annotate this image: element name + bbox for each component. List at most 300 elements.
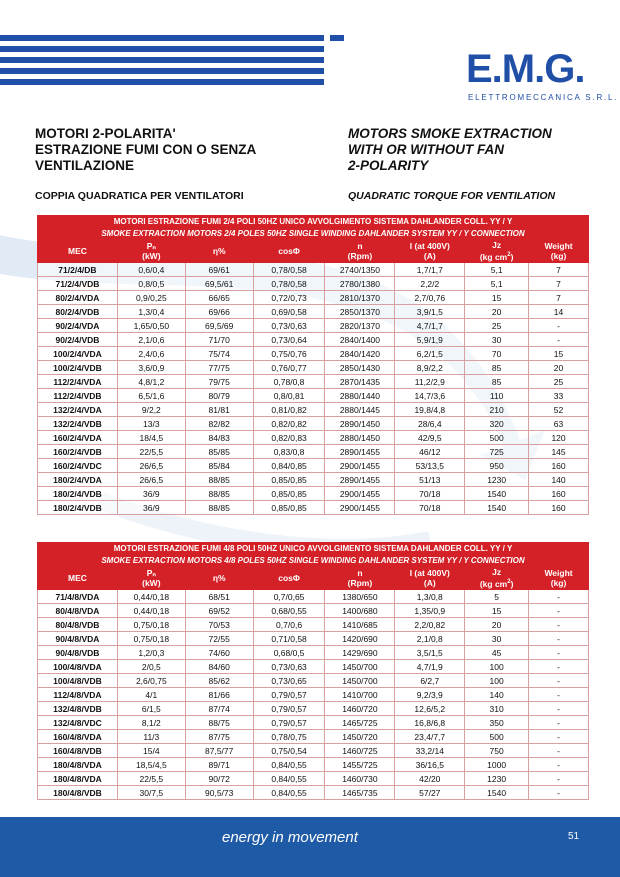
data-cell: 90,5/73 (185, 786, 253, 800)
data-cell: 4,7/1,7 (395, 319, 465, 333)
data-cell: 69/61 (185, 263, 253, 277)
mec-cell: 180/4/8/VDA (38, 772, 118, 786)
col-inertia-label: Jz (492, 567, 502, 578)
title-english (348, 126, 598, 174)
data-cell: 2820/1370 (325, 319, 395, 333)
col-power-unit: (kW) (142, 251, 161, 261)
data-cell: 2740/1350 (325, 263, 395, 277)
mec-cell: 80/2/4/VDB (38, 305, 118, 319)
table-row (38, 487, 589, 501)
data-cell: 0,82/0,82 (253, 417, 325, 431)
table-row (38, 473, 589, 487)
col-efficiency-label: η% (212, 573, 226, 583)
data-cell: 1410/700 (325, 688, 395, 702)
mec-cell: 100/2/4/VDB (38, 361, 118, 375)
col-power-header (117, 567, 185, 590)
data-cell: 0,78/0,58 (253, 263, 325, 277)
unit-superscript: 2 (507, 579, 511, 586)
data-cell: 9/2,2 (117, 403, 185, 417)
data-cell: 1455/725 (325, 758, 395, 772)
data-cell: 84/83 (185, 431, 253, 445)
data-cell: 0,85/0,85 (253, 501, 325, 515)
data-cell: 25 (529, 375, 589, 389)
data-cell: 12,6/5,2 (395, 702, 465, 716)
data-cell: 88/85 (185, 473, 253, 487)
data-cell: 22/5,5 (117, 445, 185, 459)
mec-cell: 90/2/4/VDB (38, 333, 118, 347)
data-cell: 84/60 (185, 660, 253, 674)
mec-cell: 90/4/8/VDA (38, 632, 118, 646)
table-row (38, 618, 589, 632)
col-speed-header (325, 567, 395, 590)
data-cell: 53/13,5 (395, 459, 465, 473)
data-cell: 45 (465, 646, 529, 660)
data-cell: 20 (529, 361, 589, 375)
data-cell: 2850/1370 (325, 305, 395, 319)
data-cell: 0,75/0,76 (253, 347, 325, 361)
data-cell: 2900/1455 (325, 501, 395, 515)
title-line: 2-POLARITY (348, 158, 429, 173)
data-cell: 0,44/0,18 (117, 590, 185, 604)
table-caption (38, 543, 589, 555)
data-cell: 25 (465, 319, 529, 333)
data-cell: 310 (465, 702, 529, 716)
data-cell: - (529, 688, 589, 702)
mec-cell: 132/4/8/VDC (38, 716, 118, 730)
table-row (38, 744, 589, 758)
title-line: MOTORI 2-POLARITA' (35, 126, 176, 141)
data-cell: 85/85 (185, 445, 253, 459)
table-caption (38, 555, 589, 567)
data-cell: 210 (465, 403, 529, 417)
data-cell: 0,84/0,55 (253, 758, 325, 772)
data-cell: 33 (529, 389, 589, 403)
data-cell: 36/16,5 (395, 758, 465, 772)
mec-cell: 180/4/8/VDA (38, 758, 118, 772)
col-speed-label: n (357, 241, 363, 251)
data-cell: - (529, 730, 589, 744)
data-cell: 0,6/0,4 (117, 263, 185, 277)
data-cell: 320 (465, 417, 529, 431)
data-cell: 1460/730 (325, 772, 395, 786)
table-row (38, 716, 589, 730)
data-cell: 2,2/2 (395, 277, 465, 291)
data-cell: 160 (529, 459, 589, 473)
data-cell: 0,84/0,55 (253, 772, 325, 786)
data-cell: 2,1/0,6 (117, 333, 185, 347)
col-power-label: Pₙ (146, 241, 156, 251)
col-current-header (395, 567, 465, 590)
unit-text: ) (510, 578, 514, 589)
data-cell: 0,85/0,85 (253, 487, 325, 501)
data-cell: 0,73/0,63 (253, 660, 325, 674)
data-cell: 0,72/0,73 (253, 291, 325, 305)
data-cell: 81/81 (185, 403, 253, 417)
data-cell: 15 (465, 291, 529, 305)
table-row (38, 730, 589, 744)
table-row (38, 702, 589, 716)
data-cell: 0,79/0,57 (253, 688, 325, 702)
data-cell: 13/3 (117, 417, 185, 431)
data-cell: 2840/1400 (325, 333, 395, 347)
footer-tagline: energy in movement (222, 829, 358, 846)
data-cell: 88/75 (185, 716, 253, 730)
mec-cell: 80/2/4/VDA (38, 291, 118, 305)
table-row (38, 277, 589, 291)
data-cell: 5,1 (465, 277, 529, 291)
data-cell: 82/82 (185, 417, 253, 431)
data-cell: 3,9/1,5 (395, 305, 465, 319)
unit-superscript: 2 (507, 252, 511, 259)
data-cell: 8,9/2,2 (395, 361, 465, 375)
col-mec-label: MEC (68, 573, 87, 583)
table-row (38, 660, 589, 674)
data-cell: 1,7/1,7 (395, 263, 465, 277)
data-cell: 0,8/0,81 (253, 389, 325, 403)
col-speed-label: n (357, 568, 363, 578)
data-cell: 66/65 (185, 291, 253, 305)
data-cell: 79/75 (185, 375, 253, 389)
data-cell: 8,1/2 (117, 716, 185, 730)
data-cell: 0,85/0,85 (253, 473, 325, 487)
table-row (38, 305, 589, 319)
data-cell: 1540 (465, 786, 529, 800)
data-cell: 51/13 (395, 473, 465, 487)
title-line: VENTILAZIONE (35, 158, 135, 173)
col-power-header (117, 240, 185, 263)
col-current-label: I (at 400V) (409, 241, 450, 251)
data-cell: 1450/700 (325, 660, 395, 674)
col-weight-header (529, 567, 589, 590)
data-cell: 2780/1380 (325, 277, 395, 291)
data-cell: 2900/1455 (325, 459, 395, 473)
data-cell: 0,71/0,58 (253, 632, 325, 646)
data-cell: 1450/700 (325, 674, 395, 688)
data-cell: 0,73/0,63 (253, 319, 325, 333)
table-row (38, 333, 589, 347)
data-cell: 30/7,5 (117, 786, 185, 800)
mec-cell: 132/2/4/VDA (38, 403, 118, 417)
data-cell: 5,9/1,9 (395, 333, 465, 347)
table-row (38, 417, 589, 431)
col-power-factor-header (253, 567, 325, 590)
data-cell: 36/9 (117, 487, 185, 501)
data-cell: - (529, 702, 589, 716)
mec-cell: 160/2/4/VDC (38, 459, 118, 473)
data-cell: 30 (465, 333, 529, 347)
data-cell: 87/74 (185, 702, 253, 716)
data-cell: 4/1 (117, 688, 185, 702)
data-cell: 4,8/1,2 (117, 375, 185, 389)
mec-cell: 160/4/8/VDA (38, 730, 118, 744)
data-cell: - (529, 716, 589, 730)
data-cell: 0,81/0,82 (253, 403, 325, 417)
data-cell: 74/60 (185, 646, 253, 660)
data-cell: 9,2/3,9 (395, 688, 465, 702)
col-weight-label: Weight (544, 568, 573, 578)
data-cell: 160 (529, 487, 589, 501)
data-cell: 80/79 (185, 389, 253, 403)
data-cell: 2/0,5 (117, 660, 185, 674)
data-cell: 500 (465, 431, 529, 445)
data-cell: 69/66 (185, 305, 253, 319)
data-cell: 140 (529, 473, 589, 487)
data-cell: 2890/1450 (325, 417, 395, 431)
data-cell: 110 (465, 389, 529, 403)
data-cell: 88/85 (185, 487, 253, 501)
mec-cell: 80/4/8/VDA (38, 604, 118, 618)
data-cell: 26/6,5 (117, 473, 185, 487)
data-cell: 1460/725 (325, 744, 395, 758)
data-cell: 19,8/4,8 (395, 403, 465, 417)
data-cell: 71/70 (185, 333, 253, 347)
data-cell: 145 (529, 445, 589, 459)
mec-cell: 112/2/4/VDB (38, 389, 118, 403)
data-cell: 1460/720 (325, 702, 395, 716)
col-current-unit: (A) (423, 251, 436, 261)
mec-cell: 71/4/8/VDA (38, 590, 118, 604)
table-row (38, 758, 589, 772)
data-cell: 4,7/1,9 (395, 660, 465, 674)
company-subtitle: ELETTROMECCANICA S.R.L. (468, 93, 619, 102)
data-cell: 63 (529, 417, 589, 431)
data-cell: 1540 (465, 501, 529, 515)
mec-cell: 180/2/4/VDB (38, 487, 118, 501)
data-cell: 1,65/0,50 (117, 319, 185, 333)
data-cell: 0,69/0,58 (253, 305, 325, 319)
table-row (38, 459, 589, 473)
data-cell: 70 (465, 347, 529, 361)
data-cell: 70/53 (185, 618, 253, 632)
col-mec-label: MEC (68, 246, 87, 256)
data-cell: 68/51 (185, 590, 253, 604)
data-cell: 0,76/0,77 (253, 361, 325, 375)
data-cell: 1465/735 (325, 786, 395, 800)
data-cell: 0,78/0,58 (253, 277, 325, 291)
table-row (38, 319, 589, 333)
subtitle-english: QUADRATIC TORQUE FOR VENTILATION (348, 190, 556, 202)
unit-text: (kg cm (479, 251, 508, 262)
col-inertia-unit (465, 250, 528, 262)
data-cell: 89/71 (185, 758, 253, 772)
data-cell: 15 (529, 347, 589, 361)
table-row (38, 674, 589, 688)
data-cell: 1000 (465, 758, 529, 772)
data-cell: 20 (465, 305, 529, 319)
data-cell: 85 (465, 375, 529, 389)
data-cell: 87,5/77 (185, 744, 253, 758)
mec-cell: 90/4/8/VDB (38, 646, 118, 660)
data-cell: 1230 (465, 772, 529, 786)
caption-italian: MOTORI ESTRAZIONE FUMI 2/4 POLI 50HZ UNICO AVVOLGIMENTO SISTEMA DAHLANDER COLL. YY / Y (38, 216, 589, 228)
table-row (38, 389, 589, 403)
data-cell: 2840/1420 (325, 347, 395, 361)
data-cell: 0,82/0,83 (253, 431, 325, 445)
data-cell: - (529, 646, 589, 660)
data-cell: 15 (465, 604, 529, 618)
data-cell: 69,5/61 (185, 277, 253, 291)
caption-english: SMOKE EXTRACTION MOTORS 4/8 POLES 50HZ SINGLE WINDING DAHLANDER SYSTEM YY / Y CONNECTION (38, 555, 589, 567)
col-power-factor-label: cosΦ (278, 573, 300, 583)
data-cell: 100 (465, 660, 529, 674)
col-speed-header (325, 240, 395, 263)
col-mec-header (38, 567, 118, 590)
table-row (38, 375, 589, 389)
data-cell: 2850/1430 (325, 361, 395, 375)
data-cell: 2880/1450 (325, 431, 395, 445)
data-cell: 6,2/1,5 (395, 347, 465, 361)
col-efficiency-header (185, 240, 253, 263)
data-cell: 0,68/0,5 (253, 646, 325, 660)
data-cell: 1410/685 (325, 618, 395, 632)
data-cell: 70/18 (395, 487, 465, 501)
data-cell: 0,8/0,5 (117, 277, 185, 291)
caption-english: SMOKE EXTRACTION MOTORS 2/4 POLES 50HZ SINGLE WINDING DAHLANDER SYSTEM YY / Y CONNECTION (38, 228, 589, 240)
data-cell: 69/52 (185, 604, 253, 618)
data-cell: 2880/1440 (325, 389, 395, 403)
data-cell: 36/9 (117, 501, 185, 515)
data-cell: 85/84 (185, 459, 253, 473)
table-row (38, 688, 589, 702)
data-cell: 69,5/69 (185, 319, 253, 333)
data-cell: 1465/725 (325, 716, 395, 730)
mec-cell: 112/2/4/VDA (38, 375, 118, 389)
data-cell: 0,7/0,65 (253, 590, 325, 604)
data-cell: - (529, 333, 589, 347)
col-current-label: I (at 400V) (409, 568, 450, 578)
data-cell: 6,5/1,6 (117, 389, 185, 403)
data-cell: 1420/690 (325, 632, 395, 646)
table-header-row (38, 567, 589, 590)
data-cell: 120 (529, 431, 589, 445)
data-cell: 22/5,5 (117, 772, 185, 786)
data-cell: 77/75 (185, 361, 253, 375)
col-mec-header (38, 240, 118, 263)
data-cell: - (529, 786, 589, 800)
data-cell: - (529, 319, 589, 333)
data-cell: 15/4 (117, 744, 185, 758)
data-cell: 1,2/0,3 (117, 646, 185, 660)
data-cell: - (529, 744, 589, 758)
data-cell: 46/12 (395, 445, 465, 459)
data-cell: 26/6,5 (117, 459, 185, 473)
data-cell: 11,2/2,9 (395, 375, 465, 389)
data-cell: 750 (465, 744, 529, 758)
data-cell: - (529, 590, 589, 604)
data-cell: 42/9,5 (395, 431, 465, 445)
data-cell: 5 (465, 590, 529, 604)
title-line: MOTORS SMOKE EXTRACTION (348, 126, 552, 141)
table-row (38, 361, 589, 375)
data-cell: 1380/650 (325, 590, 395, 604)
data-cell: 2,4/0,6 (117, 347, 185, 361)
table-row (38, 646, 589, 660)
data-cell: 7 (529, 291, 589, 305)
data-cell: 0,83/0,8 (253, 445, 325, 459)
mec-cell: 132/4/8/VDB (38, 702, 118, 716)
data-cell: 6/1,5 (117, 702, 185, 716)
data-cell: 2,7/0,76 (395, 291, 465, 305)
mec-cell: 71/2/4/VDB (38, 277, 118, 291)
table-row (38, 590, 589, 604)
data-cell: - (529, 632, 589, 646)
data-cell: 75/74 (185, 347, 253, 361)
data-cell: 57/27 (395, 786, 465, 800)
data-cell: 5,1 (465, 263, 529, 277)
data-cell: 100 (465, 674, 529, 688)
unit-text: (kg cm (479, 578, 508, 589)
data-cell: 0,78/0,8 (253, 375, 325, 389)
table-row (38, 263, 589, 277)
mec-cell: 180/2/4/VDA (38, 473, 118, 487)
col-current-unit: (A) (423, 578, 436, 588)
data-cell: 52 (529, 403, 589, 417)
data-cell: 88/85 (185, 501, 253, 515)
data-cell: - (529, 674, 589, 688)
data-cell: 1400/680 (325, 604, 395, 618)
unit-text: ) (510, 251, 514, 262)
data-cell: 2890/1455 (325, 445, 395, 459)
data-cell: 30 (465, 632, 529, 646)
col-inertia-unit (465, 577, 528, 589)
mec-cell: 100/4/8/VDB (38, 674, 118, 688)
data-cell: 7 (529, 277, 589, 291)
data-cell: 23,4/7,7 (395, 730, 465, 744)
data-cell: - (529, 604, 589, 618)
mec-cell: 160/2/4/VDB (38, 445, 118, 459)
table-row (38, 632, 589, 646)
mec-cell: 100/4/8/VDA (38, 660, 118, 674)
data-cell: 1450/720 (325, 730, 395, 744)
data-cell: 0,68/0,55 (253, 604, 325, 618)
motor-table-2-4-poles (37, 215, 589, 515)
data-cell: 0,75/0,54 (253, 744, 325, 758)
title-line: ESTRAZIONE FUMI CON O SENZA (35, 142, 257, 157)
data-cell: 2870/1435 (325, 375, 395, 389)
data-cell: 1540 (465, 487, 529, 501)
data-cell: 1,3/0,8 (395, 590, 465, 604)
data-cell: 950 (465, 459, 529, 473)
table-row (38, 431, 589, 445)
subtitle-italian: COPPIA QUADRATICA PER VENTILATORI (35, 190, 244, 202)
data-cell: 72/55 (185, 632, 253, 646)
col-inertia-header (465, 240, 529, 263)
data-cell: 2880/1445 (325, 403, 395, 417)
data-cell: - (529, 660, 589, 674)
data-cell: 14 (529, 305, 589, 319)
table-caption (38, 228, 589, 240)
data-cell: 2890/1455 (325, 473, 395, 487)
table-row (38, 403, 589, 417)
table-caption (38, 216, 589, 228)
data-cell: 0,84/0,85 (253, 459, 325, 473)
col-inertia-label: Jz (492, 240, 502, 251)
data-cell: 2,1/0,8 (395, 632, 465, 646)
footer-bar (0, 817, 620, 877)
title-line: WITH OR WITHOUT FAN (348, 142, 504, 157)
data-cell: 140 (465, 688, 529, 702)
col-efficiency-label: η% (212, 246, 226, 256)
data-cell: 18/4,5 (117, 431, 185, 445)
data-cell: 1,3/0,4 (117, 305, 185, 319)
data-cell: 85/62 (185, 674, 253, 688)
data-cell: 14,7/3,6 (395, 389, 465, 403)
data-cell: 0,7/0,6 (253, 618, 325, 632)
table-header-row (38, 240, 589, 263)
data-cell: 0,75/0,18 (117, 618, 185, 632)
mec-cell: 132/2/4/VDB (38, 417, 118, 431)
table-row (38, 291, 589, 305)
